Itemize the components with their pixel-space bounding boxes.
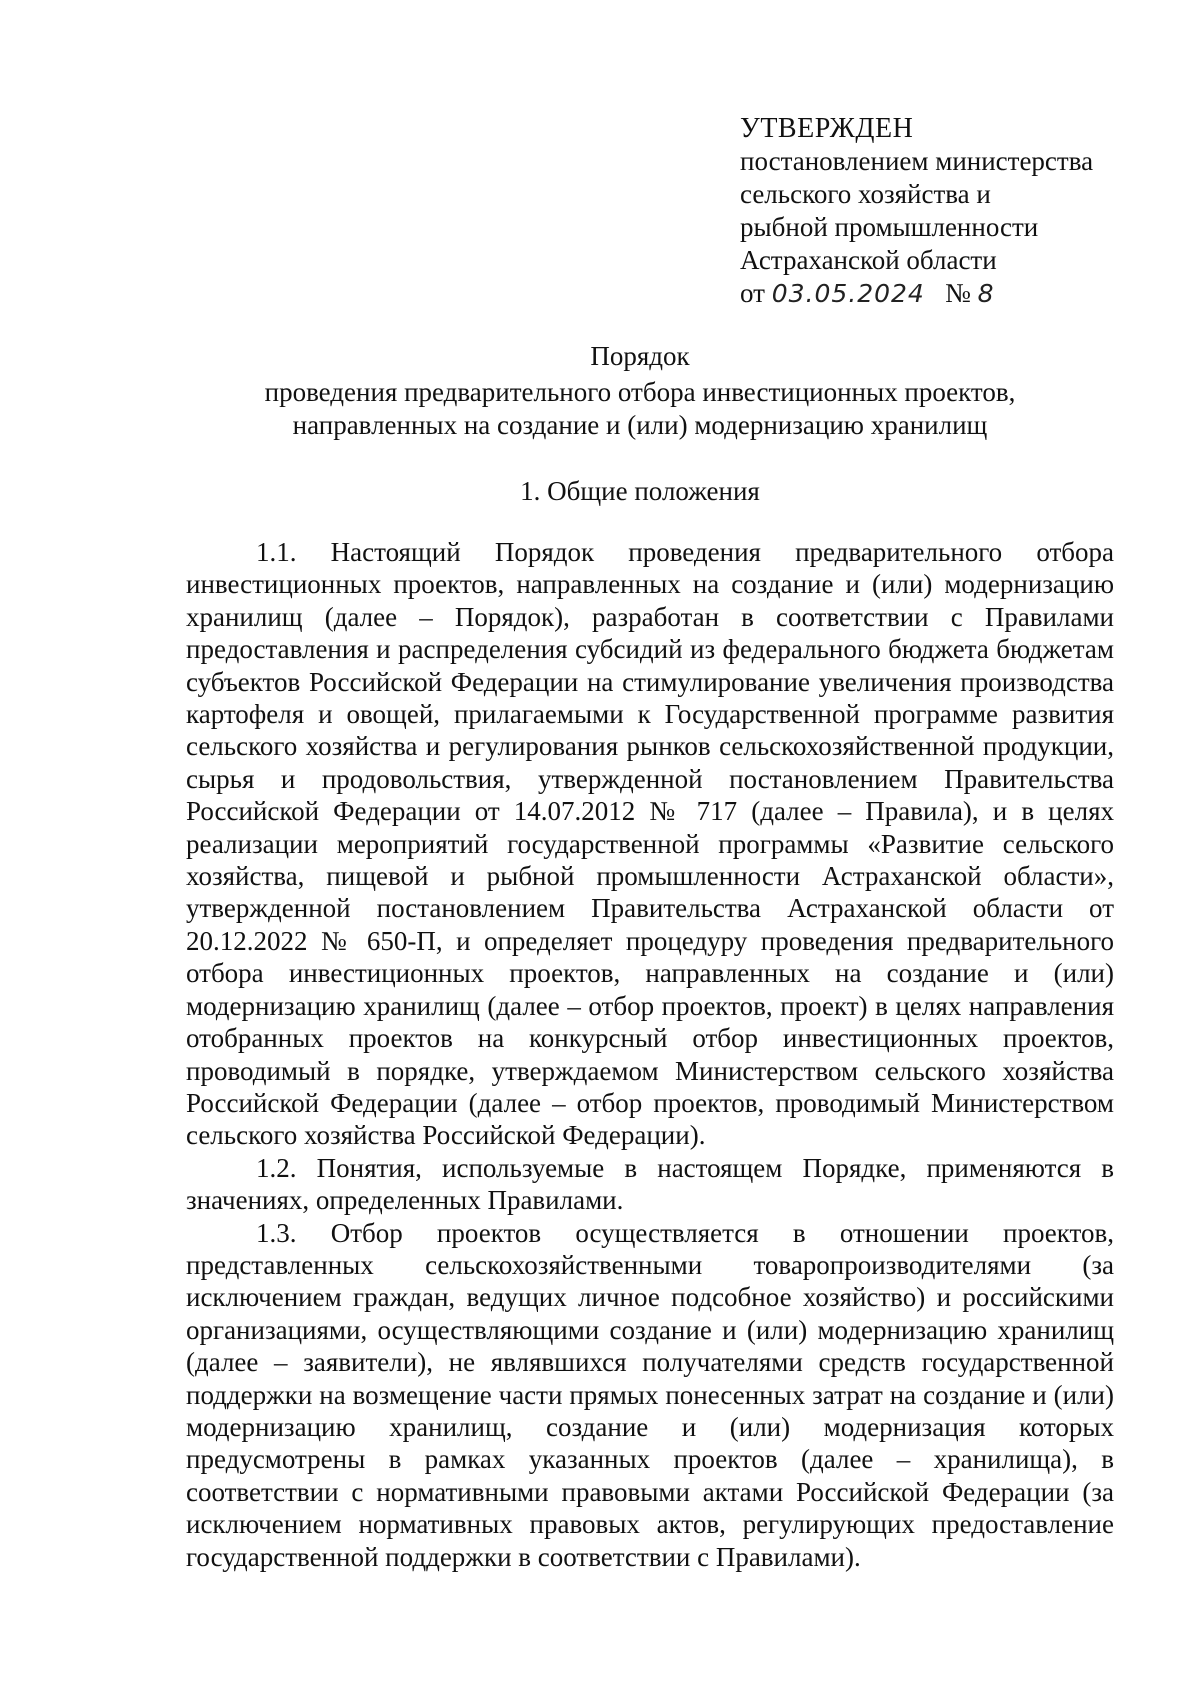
date-prefix: от	[740, 278, 765, 308]
approval-block	[740, 112, 1160, 310]
approval-line-2: сельского хозяйства и	[740, 179, 991, 209]
approval-line-3: рыбной промышленности	[740, 212, 1039, 242]
document-subtitle-line-1: проведения предварительного отбора инвестиционных проектов,	[264, 377, 1016, 407]
approval-stamp: УТВЕРЖДЕН	[740, 113, 914, 144]
section-heading: 1. Общие положения	[520, 476, 760, 506]
document-body	[186, 536, 1114, 1573]
document-subtitle-line-2: направленных на создание и (или) модернизацию хранилищ	[292, 410, 988, 440]
paragraph-1-2: 1.2. Понятия, используемые в настоящем Порядке, применяются в значениях, определенных Правилами.	[186, 1152, 1114, 1216]
paragraph-1-1: 1.1. Настоящий Порядок проведения предварительного отбора инвестиционных проектов, направленных на создание и (или) модернизацию хранилищ (далее – Порядок), разработан в соответствии с Правилами предоставления и распределения субсидий из федерального бюджета бюджетам субъектов Российской Федерации на стимулирование увеличения производства картофеля и овощей, прилагаемыми к Государственной программе развития сельского хозяйства и регулирования рынков сельскохозяйственной продукции, сырья и продовольствия, утвержденной постановлением Правительства Российской Федерации от 14.07.2012 № 717 (далее – Правила), и в целях реализации мероприятий государственной программы «Развитие сельского хозяйства, пищевой и рыбной промышленности Астраханской области», утвержденной постановлением Правительства Астраханской области от 20.12.2022 № 650-П, и определяет процедуру проведения предварительного отбора инвестиционных проектов, направленных на создание и (или) модернизацию хранилищ (далее – отбор проектов, проект) в целях направления отобранных проектов на конкурсный отбор инвестиционных проектов, проводимый в порядке, утверждаемом Министерством сельского хозяйства Российской Федерации (далее – отбор проектов, проводимый Министерством сельского хозяйства Российской Федерации).	[186, 537, 1114, 1151]
approval-date-line	[740, 277, 1160, 310]
paragraph-1-3: 1.3. Отбор проектов осуществляется в отношении проектов, представленных сельскохозяйственными товаропроизводителями (за исключением граждан, ведущих личное подсобное хозяйство) и российскими организациями, осуществляющими создание и (или) модернизацию хранилищ (далее – заявители), не являвшихся получателями средств государственной поддержки на возмещение части прямых понесенных затрат на создание и (или) модернизацию хранилищ, создание и (или) модернизация которых предусмотрены в рамках указанных проектов (далее – хранилища), в соответствии с нормативными правовыми актами Российской Федерации (за исключением нормативных правовых актов, регулирующих предоставление государственной поддержки в соответствии с Правилами).	[186, 1217, 1114, 1572]
approval-line-4: Астраханской области	[740, 245, 997, 275]
number-prefix: №	[945, 278, 971, 308]
handwritten-date: 03.05.2024	[771, 279, 925, 308]
document-title: Порядок	[590, 341, 690, 371]
approval-line-1: постановлением министерства	[740, 146, 1094, 176]
handwritten-number: 8	[977, 279, 995, 308]
